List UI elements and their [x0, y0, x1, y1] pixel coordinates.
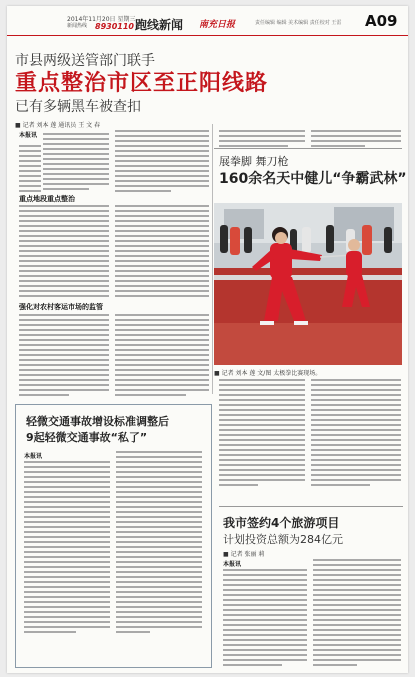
hotline-label: 新闻热线	[67, 23, 88, 29]
lead-text-col3	[19, 205, 109, 300]
lead-text-col1a	[43, 133, 109, 193]
box2-top-rule	[219, 506, 403, 507]
box1-title-line2: 9起轻微交通事故“私了”	[26, 431, 148, 444]
box1-lead-label: 本报讯	[24, 453, 43, 460]
lead-text-col5	[19, 314, 109, 399]
newspaper-page	[7, 6, 408, 673]
lead-text-col6	[115, 314, 209, 399]
photo-caption-text: 太极拳比赛现场。	[273, 370, 322, 377]
box2-text-col1	[223, 569, 307, 669]
feature-byline: ■ 记者 刘本 莲 文/图	[214, 370, 272, 377]
lead-kicker: 市县两级送管部门联手	[15, 53, 155, 69]
feature-text-col1	[219, 379, 305, 489]
box1-title-line1: 轻微交通事故增设标准调整后	[26, 415, 169, 428]
page-header	[7, 6, 408, 36]
box1-text-col1	[24, 461, 110, 636]
tourism-headline: 我市签约4个旅游项目	[223, 516, 340, 530]
section-title: 跑线新闻	[135, 18, 184, 32]
box1-text-col2	[116, 451, 202, 636]
box2-lead-label: 本报讯	[223, 561, 242, 568]
lead-text-col1b	[19, 145, 41, 195]
editor-credits: 责任编辑 编辑 美术编辑 责任校对 王雷	[255, 20, 342, 26]
box2-text-col2	[313, 559, 401, 669]
lead-text-col4	[115, 205, 209, 300]
header-rule	[7, 35, 408, 36]
lead-text-col7	[219, 130, 305, 150]
lead-byline: ■ 记者 刘本 莲 通讯员 王 文 春	[15, 122, 101, 129]
lead-label: 本报讯	[19, 132, 38, 139]
hotline-number: 8930110	[95, 22, 134, 31]
feature-headline: 160余名天中健儿“争霸武林”	[219, 171, 407, 187]
lead-subtitle-1: 重点地段重点整治	[19, 195, 75, 203]
column-divider	[212, 124, 213, 394]
page-number: A09	[365, 12, 398, 30]
tourism-subhead: 计划投资总额为284亿元	[223, 533, 343, 546]
feature-kicker: 展拳脚 舞刀枪	[219, 155, 289, 168]
tourism-byline: ■ 记者 张丽 莉	[223, 551, 265, 558]
lead-subhead: 已有多辆黑车被查扣	[15, 99, 141, 115]
lead-subtitle-2: 强化对农村客运市场的监管	[19, 303, 103, 311]
issue-date: 2014年11月20日 星期三	[67, 16, 136, 23]
newspaper-logo: 南充日报	[199, 20, 236, 30]
lead-headline: 重点整治市区至正阳线路	[15, 71, 269, 96]
lead-text-col2	[115, 130, 209, 195]
feature-caption	[214, 368, 321, 377]
traffic-accident-article	[15, 404, 212, 668]
feature-rule	[214, 148, 402, 149]
lead-text-col8	[311, 130, 401, 150]
feature-text-col2	[311, 379, 401, 489]
feature-photo	[214, 203, 402, 365]
martial-arts-illustration	[214, 203, 402, 365]
